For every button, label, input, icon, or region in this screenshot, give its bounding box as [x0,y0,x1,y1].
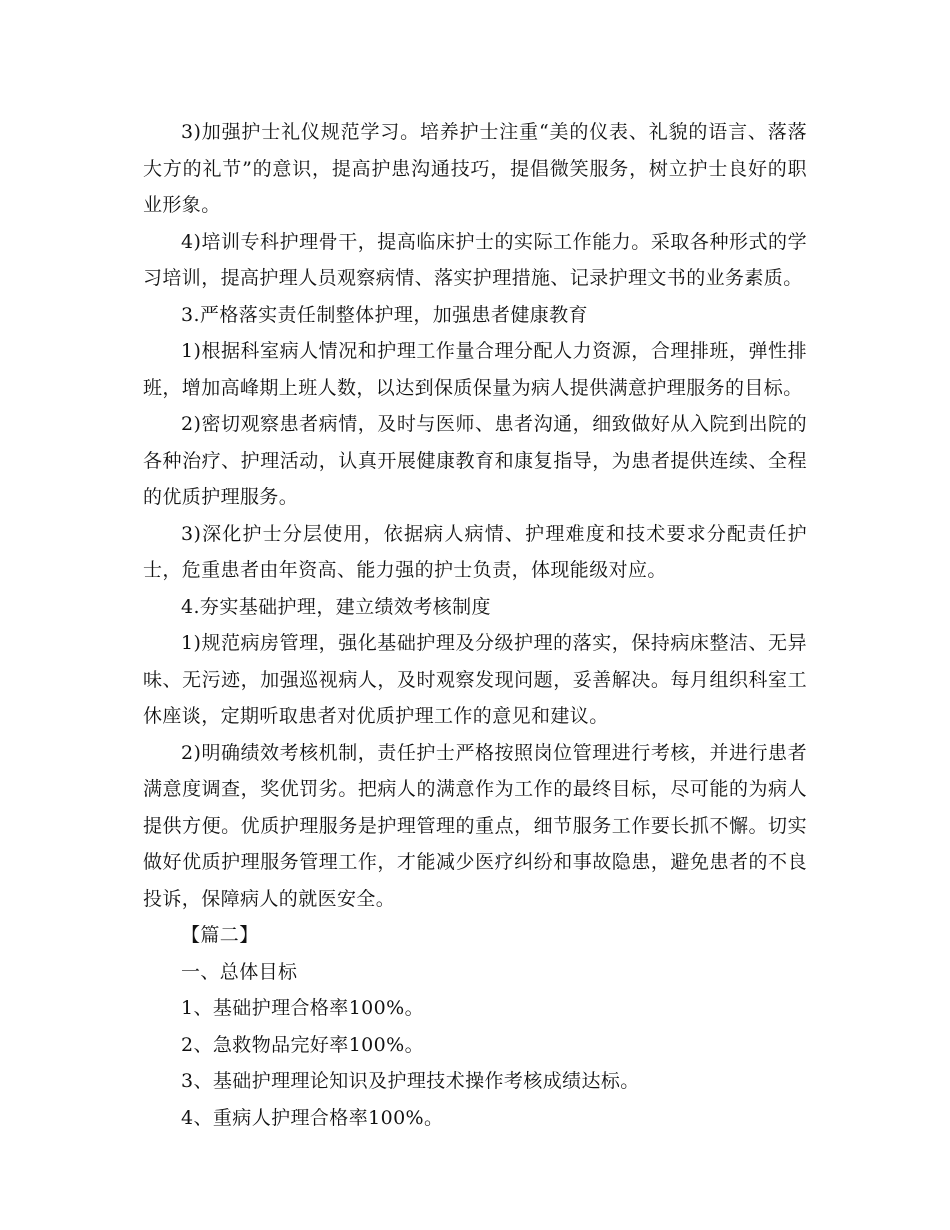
paragraph-tiered-nursing: 3)深化护士分层使用，依据病人病情、护理难度和技术要求分配责任护士，危重患者由年资高、能力强的护士负责，体现能级对应。 [143,522,807,581]
paragraph-etiquette: 3)加强护士礼仪规范学习。培养护士注重“美的仪表、礼貌的语言、落落大方的礼节”的意识，提高护患沟通技巧，提倡微笑服务，树立护士良好的职业形象。 [143,121,807,216]
part-two-heading: 【篇二】 [181,924,259,946]
paragraph-observation: 2)密切观察患者病情，及时与医师、患者沟通，细致做好从入院到出院的各种治疗、护理活动，认真开展健康教育和康复指导，为患者提供连续、全程的优质护理服务。 [143,413,807,508]
paragraph-performance: 2)明确绩效考核机制，责任护士严格按照岗位管理进行考核，并进行患者满意度调查，奖优罚劣。把病人的满意作为工作的最终目标，尽可能的为病人提供方便。优质护理服务是护理管理的重点，细节服务工作要长抓不懈。切实做好优质护理服务管理工作，才能减少医疗纠纷和事故隐患，避免患者的不良投诉，保障病人的就医安全。 [143,741,807,910]
goal-item: 1、基础护理合格率100%。 [181,997,425,1019]
goal-item: 3、基础护理理论知识及护理技术操作考核成绩达标。 [181,1070,640,1092]
paragraph-ward-management: 1)规范病房管理，强化基础护理及分级护理的落实，保持病床整洁、无异味、无污迹，加强巡视病人，及时观察发现问题，妥善解决。每月组织科室工休座谈，定期听取患者对优质护理工作的意见和建议。 [143,632,807,727]
paragraph-training: 4)培训专科护理骨干，提高临床护士的实际工作能力。采取各种形式的学习培训，提高护理人员观察病情、落实护理措施、记录护理文书的业务素质。 [143,230,807,289]
paragraph-staffing: 1)根据科室病人情况和护理工作量合理分配人力资源，合理排班，弹性排班，增加高峰期上班人数，以达到保质保量为病人提供满意护理服务的目标。 [143,340,807,399]
goal-item: 4、重病人护理合格率100%。 [181,1106,444,1129]
goal-item: 2、急救物品完好率100%。 [181,1033,425,1056]
section-heading-4: 4.夯实基础护理，建立绩效考核制度 [181,595,491,618]
overall-goals-heading: 一、总体目标 [181,960,298,983]
document-body [143,114,807,1136]
section-heading-3: 3.严格落实责任制整体护理，加强患者健康教育 [181,303,588,326]
